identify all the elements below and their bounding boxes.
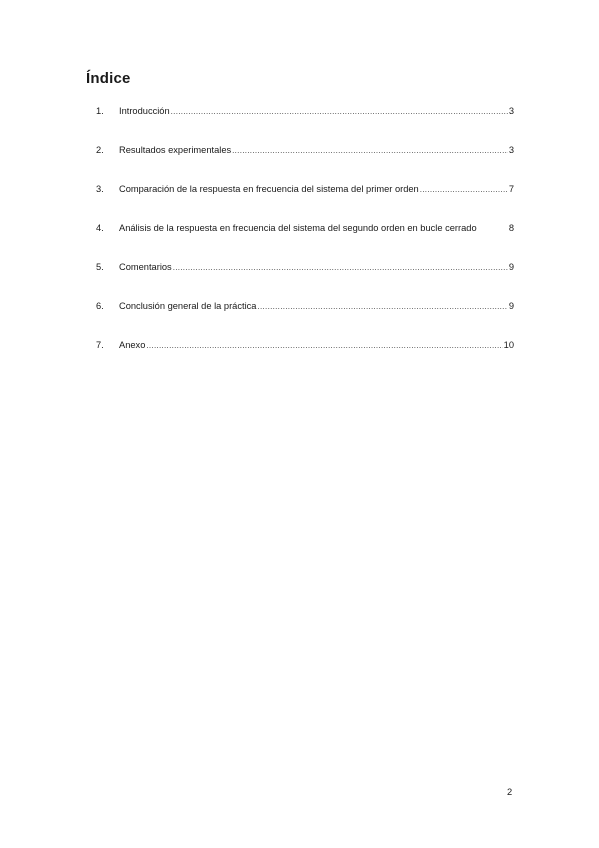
- toc-entry-number: 7.: [96, 340, 104, 350]
- toc-dot-leader: [173, 261, 508, 275]
- toc-entry-page: 8: [508, 223, 514, 233]
- toc-entry-number: 5.: [96, 262, 104, 272]
- toc-entry-number: 4.: [96, 223, 104, 233]
- toc-entry-page: 3: [508, 106, 514, 116]
- toc-entry-text[interactable]: Anexo: [119, 340, 146, 350]
- toc-entry-text[interactable]: Resultados experimentales: [119, 145, 232, 155]
- toc-dot-leader: [257, 300, 507, 314]
- toc-dot-leader: [146, 339, 502, 353]
- toc-entry-page: 7: [508, 184, 514, 194]
- toc-entry-page: 9: [508, 301, 514, 311]
- toc-dot-leader: [232, 144, 508, 158]
- toc-entry-analisis[interactable]: [96, 221, 514, 260]
- toc-entry-number: 1.: [96, 106, 104, 116]
- toc-entry-comentarios[interactable]: [96, 260, 514, 299]
- toc-entry-resultados[interactable]: [96, 143, 514, 182]
- toc-entry-text[interactable]: Conclusión general de la práctica: [119, 301, 257, 311]
- toc-entry-text[interactable]: Introducción: [119, 106, 170, 116]
- toc-entry-page: 10: [503, 340, 514, 350]
- toc-entry-text[interactable]: Análisis de la respuesta en frecuencia del sistema del segundo orden en bucle cerrado: [119, 223, 477, 233]
- toc-dot-leader: [171, 105, 508, 119]
- toc-entry-text[interactable]: Comparación de la respuesta en frecuencia del sistema del primer orden: [119, 184, 419, 194]
- toc-title: Índice: [86, 70, 131, 87]
- toc-entry-page: 9: [508, 262, 514, 272]
- toc-dot-leader: [420, 183, 508, 197]
- toc-list: [96, 104, 514, 377]
- toc-entry-comparacion[interactable]: [96, 182, 514, 221]
- toc-entry-number: 2.: [96, 145, 104, 155]
- toc-entry-introduccion[interactable]: [96, 104, 514, 143]
- toc-entry-number: 6.: [96, 301, 104, 311]
- toc-entry-anexo[interactable]: [96, 338, 514, 377]
- toc-entry-text[interactable]: Comentarios: [119, 262, 172, 272]
- toc-entry-conclusion[interactable]: [96, 299, 514, 338]
- toc-entry-page: 3: [508, 145, 514, 155]
- page-number: 2: [507, 787, 513, 797]
- toc-entry-number: 3.: [96, 184, 104, 194]
